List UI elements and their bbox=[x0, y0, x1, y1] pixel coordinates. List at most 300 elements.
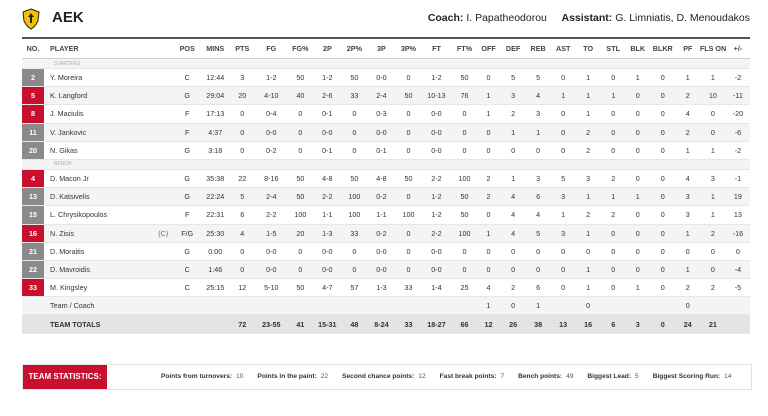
stat-cell-blkr: 0 bbox=[650, 242, 676, 260]
team-coach-cell-ast bbox=[551, 297, 576, 315]
player-row bbox=[22, 206, 750, 224]
stat-cell-pts: 4 bbox=[230, 224, 254, 242]
player-name bbox=[44, 242, 174, 260]
player-name bbox=[44, 260, 174, 278]
stat-cell-3p-pct: 0 bbox=[396, 242, 420, 260]
player-number-badge: 5 bbox=[22, 87, 44, 105]
team-stat-value: 7 bbox=[500, 373, 505, 380]
stat-cell-3p-pct: 100 bbox=[396, 206, 420, 224]
header-col-3p-pct: 3P% bbox=[396, 39, 420, 59]
stat-cell-stl: 0 bbox=[601, 141, 626, 159]
stat-cell-pf: 1 bbox=[676, 141, 700, 159]
stat-cell-fls-on: 1 bbox=[700, 188, 726, 206]
stat-cell-ft: 0-0 bbox=[420, 260, 452, 278]
player-name-text: M. Kingsley bbox=[50, 283, 88, 293]
stat-cell-def: 5 bbox=[501, 69, 526, 87]
stat-cell-def: 0 bbox=[501, 242, 526, 260]
team-stat-label: Second chance points: bbox=[342, 373, 415, 380]
bench-section-header bbox=[22, 159, 750, 169]
totals-cell-mins bbox=[200, 315, 230, 334]
stat-cell-reb: 0 bbox=[526, 260, 551, 278]
header-col-ft: FT bbox=[420, 39, 452, 59]
header-col-no: NO. bbox=[22, 39, 44, 59]
stat-cell-mins: 25:15 bbox=[200, 279, 230, 297]
stat-cell-3p-pct: 50 bbox=[396, 169, 420, 187]
stat-cell-reb: 5 bbox=[526, 224, 551, 242]
stat-cell-plus-minus: -4 bbox=[726, 260, 750, 278]
team-coach-cell-ft-pct bbox=[453, 297, 477, 315]
stat-cell-blkr: 0 bbox=[650, 206, 676, 224]
stat-cell-stl: 0 bbox=[601, 69, 626, 87]
stat-cell-fls-on: 0 bbox=[700, 260, 726, 278]
stat-cell-ast: 3 bbox=[551, 224, 576, 242]
stat-cell-to: 1 bbox=[576, 69, 601, 87]
stat-cell-mins: 35:38 bbox=[200, 169, 230, 187]
stat-cell-off: 0 bbox=[477, 69, 501, 87]
player-row bbox=[22, 224, 750, 242]
player-name bbox=[44, 123, 174, 141]
stat-cell-2p: 0-1 bbox=[312, 105, 342, 123]
stat-cell-off: 0 bbox=[477, 242, 501, 260]
header-col-fg: FG bbox=[254, 39, 288, 59]
stat-cell-pf: 1 bbox=[676, 69, 700, 87]
player-name-text: D. Mavroidis bbox=[50, 264, 90, 274]
stat-cell-fg: 0-2 bbox=[254, 141, 288, 159]
stat-cell-blkr: 0 bbox=[650, 105, 676, 123]
team-coach-cell-3p bbox=[366, 297, 396, 315]
stat-cell-fg-pct: 50 bbox=[288, 188, 312, 206]
stat-cell-pts: 0 bbox=[230, 105, 254, 123]
player-name-text: N. Gikas bbox=[50, 145, 78, 155]
stat-cell-plus-minus: 13 bbox=[726, 206, 750, 224]
stat-cell-pts: 5 bbox=[230, 188, 254, 206]
stat-cell-fg: 0-0 bbox=[254, 260, 288, 278]
player-name-text: K. Langford bbox=[50, 91, 88, 101]
stat-cell-pos: G bbox=[174, 188, 200, 206]
header-col-fls-on: FLS ON bbox=[700, 39, 726, 59]
stat-cell-blkr: 0 bbox=[650, 87, 676, 105]
stat-cell-fg-pct: 40 bbox=[288, 87, 312, 105]
player-number-badge: 22 bbox=[22, 260, 44, 278]
header-col-def: DEF bbox=[501, 39, 526, 59]
player-name-text: L. Chrysikopoulos bbox=[50, 210, 108, 220]
player-name bbox=[44, 169, 174, 187]
stat-cell-ft: 0-0 bbox=[420, 105, 452, 123]
player-name-text: D. Moraitis bbox=[50, 246, 85, 256]
player-row bbox=[22, 279, 750, 297]
stat-cell-2p-pct: 0 bbox=[342, 141, 366, 159]
stat-cell-blk: 0 bbox=[626, 169, 650, 187]
stat-cell-fg-pct: 100 bbox=[288, 206, 312, 224]
stat-cell-2p: 2-6 bbox=[312, 87, 342, 105]
stat-cell-mins: 29:04 bbox=[200, 87, 230, 105]
team-coach-cell-stl bbox=[601, 297, 626, 315]
team-coach-cell-off: 1 bbox=[477, 297, 501, 315]
stat-cell-pf: 3 bbox=[676, 206, 700, 224]
boxscore-body bbox=[22, 59, 750, 334]
stat-cell-off: 0 bbox=[477, 260, 501, 278]
team-stat-value: 49 bbox=[566, 373, 574, 380]
stat-cell-2p-pct: 0 bbox=[342, 260, 366, 278]
stat-cell-ast: 0 bbox=[551, 260, 576, 278]
stat-cell-ast: 0 bbox=[551, 242, 576, 260]
stat-cell-blk: 1 bbox=[626, 69, 650, 87]
player-name-text: D. Macon Jr bbox=[50, 174, 89, 184]
stat-cell-fg-pct: 50 bbox=[288, 69, 312, 87]
team-stat-item bbox=[257, 365, 328, 389]
stat-cell-stl: 0 bbox=[601, 279, 626, 297]
team-coach-cell-reb: 1 bbox=[526, 297, 551, 315]
team-stat-item bbox=[342, 365, 426, 389]
stat-cell-ft-pct: 0 bbox=[453, 260, 477, 278]
stat-cell-plus-minus: -2 bbox=[726, 69, 750, 87]
stat-cell-ft: 0-0 bbox=[420, 242, 452, 260]
team-coach-cell-pts bbox=[230, 297, 254, 315]
stat-cell-fg: 8-16 bbox=[254, 169, 288, 187]
stat-cell-ft: 1-2 bbox=[420, 206, 452, 224]
team-coach-cell-2p bbox=[312, 297, 342, 315]
stat-cell-to: 1 bbox=[576, 224, 601, 242]
team-coach-cell-2p-pct bbox=[342, 297, 366, 315]
stat-cell-ast: 3 bbox=[551, 188, 576, 206]
stat-cell-2p-pct: 50 bbox=[342, 69, 366, 87]
totals-cell-fg-pct: 41 bbox=[288, 315, 312, 334]
stat-cell-stl: 2 bbox=[601, 169, 626, 187]
header-col-mins: MINS bbox=[200, 39, 230, 59]
stat-cell-stl: 0 bbox=[601, 105, 626, 123]
player-name-text: N. Zisis bbox=[50, 228, 74, 238]
captain-marker: (C) bbox=[158, 228, 169, 238]
player-row bbox=[22, 188, 750, 206]
header-col-stl: STL bbox=[601, 39, 626, 59]
stat-cell-to: 1 bbox=[576, 87, 601, 105]
stat-cell-reb: 6 bbox=[526, 279, 551, 297]
team-stat-label: Bench points: bbox=[518, 373, 563, 380]
stat-cell-pos: G bbox=[174, 141, 200, 159]
team-stat-value: 12 bbox=[418, 373, 426, 380]
player-number-badge: 21 bbox=[22, 242, 44, 260]
stat-cell-pts: 20 bbox=[230, 87, 254, 105]
stat-cell-blkr: 0 bbox=[650, 260, 676, 278]
stat-cell-ast: 0 bbox=[551, 105, 576, 123]
totals-cell-plus-minus bbox=[726, 315, 750, 334]
stat-cell-3p-pct: 0 bbox=[396, 105, 420, 123]
stat-cell-to: 2 bbox=[576, 141, 601, 159]
stat-cell-ft: 2-2 bbox=[420, 224, 452, 242]
stat-cell-ft: 0-0 bbox=[420, 141, 452, 159]
stat-cell-pts: 0 bbox=[230, 260, 254, 278]
totals-cell-2p: 15-31 bbox=[312, 315, 342, 334]
boxscore-table bbox=[22, 39, 750, 334]
header-col-fg-pct: FG% bbox=[288, 39, 312, 59]
stat-cell-ft-pct: 50 bbox=[453, 188, 477, 206]
team-coach-cell-ft bbox=[420, 297, 452, 315]
stat-cell-fls-on: 1 bbox=[700, 141, 726, 159]
stat-cell-blk: 0 bbox=[626, 206, 650, 224]
stat-cell-ast: 0 bbox=[551, 123, 576, 141]
stat-cell-3p-pct: 50 bbox=[396, 87, 420, 105]
stat-cell-pos: F bbox=[174, 105, 200, 123]
stat-cell-plus-minus: 0 bbox=[726, 242, 750, 260]
stat-cell-fg-pct: 50 bbox=[288, 169, 312, 187]
stat-cell-2p-pct: 33 bbox=[342, 87, 366, 105]
stat-cell-pos: F bbox=[174, 206, 200, 224]
stat-cell-blkr: 0 bbox=[650, 141, 676, 159]
header-col-2p-pct: 2P% bbox=[342, 39, 366, 59]
stat-cell-reb: 1 bbox=[526, 123, 551, 141]
team-coach-cell-to: 0 bbox=[576, 297, 601, 315]
stat-cell-3p: 0-2 bbox=[366, 188, 396, 206]
team-statistics-list bbox=[161, 365, 745, 389]
player-name bbox=[44, 87, 174, 105]
stat-cell-fg-pct: 0 bbox=[288, 242, 312, 260]
stat-cell-blkr: 0 bbox=[650, 224, 676, 242]
header-col-ft-pct: FT% bbox=[453, 39, 477, 59]
stat-cell-reb: 6 bbox=[526, 188, 551, 206]
player-number-badge: 4 bbox=[22, 169, 44, 187]
stat-cell-ft-pct: 100 bbox=[453, 169, 477, 187]
stat-cell-mins: 17:13 bbox=[200, 105, 230, 123]
totals-cell-off: 12 bbox=[477, 315, 501, 334]
stat-cell-blkr: 0 bbox=[650, 279, 676, 297]
team-coach-cell-fg-pct bbox=[288, 297, 312, 315]
stat-cell-3p: 0-0 bbox=[366, 123, 396, 141]
stat-cell-def: 2 bbox=[501, 279, 526, 297]
header-col-ast: AST bbox=[551, 39, 576, 59]
totals-cell-ft: 18-27 bbox=[420, 315, 452, 334]
stat-cell-pts: 22 bbox=[230, 169, 254, 187]
stat-cell-pts: 3 bbox=[230, 69, 254, 87]
stat-cell-reb: 0 bbox=[526, 242, 551, 260]
team-coach-cell-blk bbox=[626, 297, 650, 315]
stat-cell-pos: G bbox=[174, 87, 200, 105]
stat-cell-ft-pct: 25 bbox=[453, 279, 477, 297]
stat-cell-ft-pct: 0 bbox=[453, 105, 477, 123]
player-row bbox=[22, 87, 750, 105]
stat-cell-fg-pct: 20 bbox=[288, 224, 312, 242]
stat-cell-fls-on: 10 bbox=[700, 87, 726, 105]
stat-cell-ft-pct: 0 bbox=[453, 141, 477, 159]
stat-cell-fg: 1-5 bbox=[254, 224, 288, 242]
stat-cell-pf: 2 bbox=[676, 87, 700, 105]
stat-cell-plus-minus: -20 bbox=[726, 105, 750, 123]
stat-cell-off: 2 bbox=[477, 188, 501, 206]
team-stat-item bbox=[440, 365, 504, 389]
team-stat-value: 14 bbox=[724, 373, 732, 380]
stat-cell-2p-pct: 50 bbox=[342, 169, 366, 187]
stat-cell-pf: 1 bbox=[676, 260, 700, 278]
team-statistics-title: TEAM STATISTICS: bbox=[23, 365, 107, 389]
stat-cell-stl: 0 bbox=[601, 260, 626, 278]
header-col-player: PLAYER bbox=[44, 39, 174, 59]
stat-cell-ast: 0 bbox=[551, 69, 576, 87]
stat-cell-ast: 1 bbox=[551, 87, 576, 105]
stat-cell-pf: 3 bbox=[676, 188, 700, 206]
player-name bbox=[44, 279, 174, 297]
stat-cell-mins: 25:30 bbox=[200, 224, 230, 242]
stat-cell-fg: 2-2 bbox=[254, 206, 288, 224]
stat-cell-plus-minus: 19 bbox=[726, 188, 750, 206]
stat-cell-fg: 4-10 bbox=[254, 87, 288, 105]
stat-cell-off: 1 bbox=[477, 105, 501, 123]
stat-cell-2p: 0-0 bbox=[312, 123, 342, 141]
stat-cell-pos: F/G bbox=[174, 224, 200, 242]
team-stat-value: 10 bbox=[236, 373, 244, 380]
stat-cell-blk: 0 bbox=[626, 260, 650, 278]
stat-cell-pts: 12 bbox=[230, 279, 254, 297]
stat-cell-ft-pct: 0 bbox=[453, 242, 477, 260]
stat-cell-blkr: 0 bbox=[650, 123, 676, 141]
player-name bbox=[44, 188, 174, 206]
stat-cell-3p-pct: 0 bbox=[396, 260, 420, 278]
team-coach-cell-mins bbox=[200, 297, 230, 315]
player-row bbox=[22, 123, 750, 141]
team-coach-row bbox=[22, 297, 750, 315]
column-header-row bbox=[22, 39, 750, 59]
totals-cell-to: 16 bbox=[576, 315, 601, 334]
team-stat-item bbox=[587, 365, 638, 389]
stat-cell-fg: 0-0 bbox=[254, 242, 288, 260]
stat-cell-fls-on: 0 bbox=[700, 105, 726, 123]
team-coach-cell-fls-on bbox=[700, 297, 726, 315]
stat-cell-2p: 1-3 bbox=[312, 224, 342, 242]
totals-cell-fls-on: 21 bbox=[700, 315, 726, 334]
player-name bbox=[44, 105, 174, 123]
player-name-text: D. Katsivelis bbox=[50, 192, 90, 202]
stat-cell-stl: 0 bbox=[601, 224, 626, 242]
stat-cell-2p: 4-7 bbox=[312, 279, 342, 297]
stat-cell-reb: 4 bbox=[526, 206, 551, 224]
team-stat-label: Points in the paint: bbox=[257, 373, 317, 380]
totals-cell-blk: 3 bbox=[626, 315, 650, 334]
stat-cell-off: 1 bbox=[477, 224, 501, 242]
team-name: AEK bbox=[52, 9, 84, 26]
stat-cell-3p: 0-1 bbox=[366, 141, 396, 159]
stat-cell-2p: 0-0 bbox=[312, 242, 342, 260]
header-col-pts: PTS bbox=[230, 39, 254, 59]
player-name bbox=[44, 206, 174, 224]
assistant-names: G. Limniatis, D. Menoudakos bbox=[615, 12, 750, 24]
stat-cell-3p-pct: 0 bbox=[396, 188, 420, 206]
stat-cell-fls-on: 1 bbox=[700, 206, 726, 224]
stat-cell-ast: 1 bbox=[551, 206, 576, 224]
team-coach-cell-no bbox=[22, 297, 44, 315]
totals-cell-2p-pct: 48 bbox=[342, 315, 366, 334]
totals-cell-def: 26 bbox=[501, 315, 526, 334]
stat-cell-to: 1 bbox=[576, 279, 601, 297]
stat-cell-to: 0 bbox=[576, 242, 601, 260]
header-col-pos: POS bbox=[174, 39, 200, 59]
stat-cell-plus-minus: -1 bbox=[726, 169, 750, 187]
header-col-plus-minus: +/- bbox=[726, 39, 750, 59]
bench-section-header-label: BENCH bbox=[22, 159, 750, 169]
player-number-badge: 20 bbox=[22, 141, 44, 159]
totals-cell-stl: 6 bbox=[601, 315, 626, 334]
team-stat-label: Fast break points: bbox=[439, 373, 497, 380]
stat-cell-3p-pct: 0 bbox=[396, 69, 420, 87]
team-coach-cell-fg bbox=[254, 297, 288, 315]
stat-cell-pts: 6 bbox=[230, 206, 254, 224]
stat-cell-pf: 2 bbox=[676, 123, 700, 141]
coach-name: I. Papatheodorou bbox=[466, 12, 547, 24]
team-stat-item bbox=[653, 365, 732, 389]
stat-cell-ast: 0 bbox=[551, 279, 576, 297]
stat-cell-reb: 4 bbox=[526, 87, 551, 105]
coach-label: Coach: bbox=[427, 12, 464, 24]
stat-cell-fg-pct: 0 bbox=[288, 105, 312, 123]
stat-cell-def: 1 bbox=[501, 123, 526, 141]
stat-cell-off: 0 bbox=[477, 141, 501, 159]
totals-cell-3p-pct: 33 bbox=[396, 315, 420, 334]
stat-cell-pf: 4 bbox=[676, 105, 700, 123]
starters-section-header-label: STARTERS bbox=[22, 59, 750, 69]
stat-cell-fg-pct: 50 bbox=[288, 279, 312, 297]
team-stat-value: 5 bbox=[635, 373, 639, 380]
coach-info bbox=[428, 12, 750, 24]
stat-cell-3p: 4-8 bbox=[366, 169, 396, 187]
starters-section-header bbox=[22, 59, 750, 69]
stat-cell-plus-minus: -16 bbox=[726, 224, 750, 242]
stat-cell-off: 0 bbox=[477, 123, 501, 141]
stat-cell-to: 2 bbox=[576, 206, 601, 224]
stat-cell-ft-pct: 0 bbox=[453, 123, 477, 141]
player-row bbox=[22, 169, 750, 187]
team-coach-cell-pos bbox=[174, 297, 200, 315]
stat-cell-ft: 1-2 bbox=[420, 69, 452, 87]
stat-cell-2p-pct: 0 bbox=[342, 123, 366, 141]
stat-cell-to: 1 bbox=[576, 260, 601, 278]
stat-cell-2p: 2-2 bbox=[312, 188, 342, 206]
header-col-pf: PF bbox=[676, 39, 700, 59]
stat-cell-blkr: 0 bbox=[650, 188, 676, 206]
stat-cell-mins: 3:18 bbox=[200, 141, 230, 159]
stat-cell-ft-pct: 100 bbox=[453, 224, 477, 242]
header-col-3p: 3P bbox=[366, 39, 396, 59]
stat-cell-3p: 0-0 bbox=[366, 69, 396, 87]
team-stat-label: Biggest Lead: bbox=[587, 373, 632, 380]
stat-cell-blkr: 0 bbox=[650, 69, 676, 87]
stat-cell-blk: 0 bbox=[626, 105, 650, 123]
totals-cell-fg: 23-55 bbox=[254, 315, 288, 334]
player-row bbox=[22, 69, 750, 87]
player-number-badge: 13 bbox=[22, 188, 44, 206]
stat-cell-fg: 1-2 bbox=[254, 69, 288, 87]
player-row bbox=[22, 242, 750, 260]
stat-cell-3p-pct: 0 bbox=[396, 224, 420, 242]
stat-cell-2p: 4-8 bbox=[312, 169, 342, 187]
assistant-label: Assistant: bbox=[561, 12, 613, 24]
team-statistics-bar bbox=[22, 364, 752, 390]
stat-cell-2p-pct: 33 bbox=[342, 224, 366, 242]
header-col-to: TO bbox=[576, 39, 601, 59]
stat-cell-ft: 1-2 bbox=[420, 188, 452, 206]
totals-cell-3p: 8-24 bbox=[366, 315, 396, 334]
stat-cell-2p-pct: 0 bbox=[342, 105, 366, 123]
stat-cell-mins: 22:31 bbox=[200, 206, 230, 224]
team-coach-cell-pf: 0 bbox=[676, 297, 700, 315]
stat-cell-plus-minus: -11 bbox=[726, 87, 750, 105]
stat-cell-to: 1 bbox=[576, 188, 601, 206]
stat-cell-def: 2 bbox=[501, 105, 526, 123]
stat-cell-ft: 0-0 bbox=[420, 123, 452, 141]
stat-cell-fg-pct: 0 bbox=[288, 141, 312, 159]
totals-cell-no bbox=[22, 315, 44, 334]
header bbox=[22, 6, 750, 32]
stat-cell-pf: 1 bbox=[676, 224, 700, 242]
player-name bbox=[44, 224, 174, 242]
stat-cell-pts: 0 bbox=[230, 123, 254, 141]
stat-cell-off: 4 bbox=[477, 279, 501, 297]
